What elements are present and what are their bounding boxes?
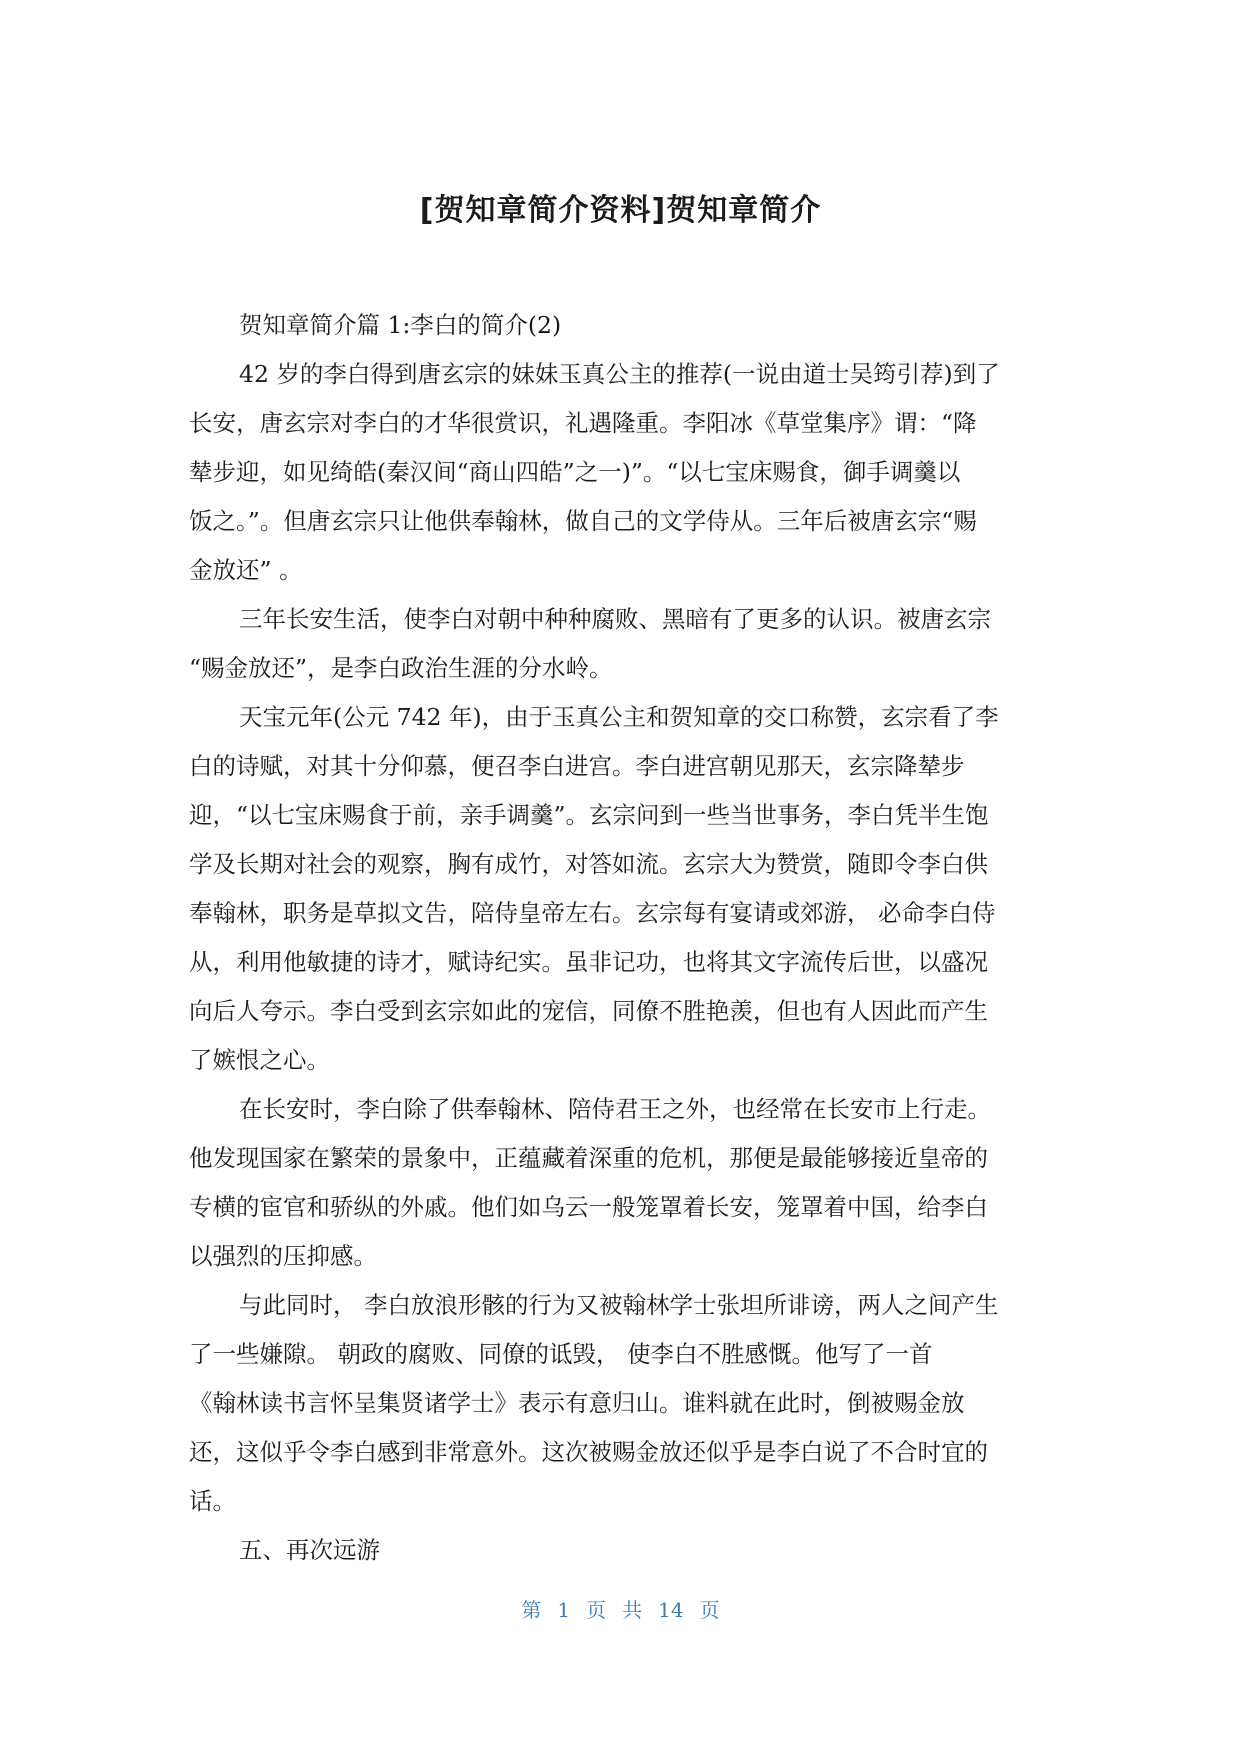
footer-page-number: 1 [557, 1598, 571, 1622]
text-line: 白的诗赋，对其十分仰慕，便召李白进宫。李白进宫朝见那天，玄宗降辇步 [189, 752, 965, 780]
footer-label-ye-2: 页 [699, 1598, 720, 1622]
text-line: 了嫉恨之心。 [189, 1046, 330, 1074]
text-line: 向后人夸示。李白受到玄宗如此的宠信，同僚不胜艳羡，但也有人因此而产生 [189, 997, 988, 1025]
text-line: 以强烈的压抑感。 [189, 1242, 377, 1270]
text-line: 42 岁的李白得到唐玄宗的妹妹玉真公主的推荐(一说由道士吴筠引荐)到了 [239, 360, 1000, 388]
text-line: 还，这似乎令李白感到非常意外。这次被赐金放还似乎是李白说了不合时宜的 [189, 1438, 988, 1466]
document-body [189, 301, 1051, 1575]
text-line: 与此同时， 李白放浪形骸的行为又被翰林学士张坦所诽谤，两人之间产生 [239, 1291, 999, 1319]
text-line: 在长安时，李白除了供奉翰林、陪侍君王之外，也经常在长安市上行走。 [239, 1095, 991, 1123]
text-line: 五、再次远游 [239, 1536, 380, 1564]
text-line: 长安，唐玄宗对李白的才华很赏识，礼遇隆重。李阳冰《草堂集序》谓：“降 [189, 409, 977, 437]
text-line: 贺知章简介篇 1:李白的简介(2) [239, 311, 562, 339]
text-line: “赐金放还”，是李白政治生涯的分水岭。 [189, 654, 613, 682]
text-line: 金放还” 。 [189, 556, 303, 584]
text-line: 话。 [189, 1487, 236, 1515]
document-title: [贺知章简介资料]贺知章简介 [419, 193, 822, 228]
text-line: 奉翰林，职务是草拟文告，陪侍皇帝左右。玄宗每有宴请或郊游， 必命李白侍 [189, 899, 996, 927]
page-footer [0, 1595, 1241, 1625]
text-line: 了一些嫌隙。 朝政的腐败、同僚的诋毁， 使李白不胜感慨。他写了一首 [189, 1340, 933, 1368]
footer-label-gong: 共 [622, 1598, 643, 1622]
footer-label-ye: 页 [586, 1598, 607, 1622]
footer-label-di: 第 [521, 1598, 542, 1622]
text-line: 饭之。”。但唐玄宗只让他供奉翰林，做自己的文学侍从。三年后被唐玄宗“赐 [189, 507, 977, 535]
text-line: 学及长期对社会的观察，胸有成竹，对答如流。玄宗大为赞赏，随即令李白供 [189, 850, 988, 878]
text-line: 从，利用他敏捷的诗才，赋诗纪实。虽非记功，也将其文字流传后世，以盛况 [189, 948, 988, 976]
text-line: 三年长安生活，使李白对朝中种种腐败、黑暗有了更多的认识。被唐玄宗 [239, 605, 991, 633]
text-line: 专横的宦官和骄纵的外戚。他们如乌云一般笼罩着长安，笼罩着中国，给李白 [189, 1193, 988, 1221]
footer-total-pages: 14 [658, 1598, 684, 1622]
text-line: 《翰林读书言怀呈集贤诸学士》表示有意归山。谁料就在此时，倒被赐金放 [189, 1389, 965, 1417]
text-line: 辇步迎，如见绮皓(秦汉间“商山四皓”之一)”。“以七宝床赐食，御手调羹以 [189, 458, 961, 486]
text-line: 迎，“以七宝床赐食于前，亲手调羹”。玄宗问到一些当世事务，李白凭半生饱 [189, 801, 989, 829]
text-line: 他发现国家在繁荣的景象中，正蕴藏着深重的危机，那便是最能够接近皇帝的 [189, 1144, 988, 1172]
text-line: 天宝元年(公元 742 年)，由于玉真公主和贺知章的交口称赞，玄宗看了李 [239, 703, 999, 731]
